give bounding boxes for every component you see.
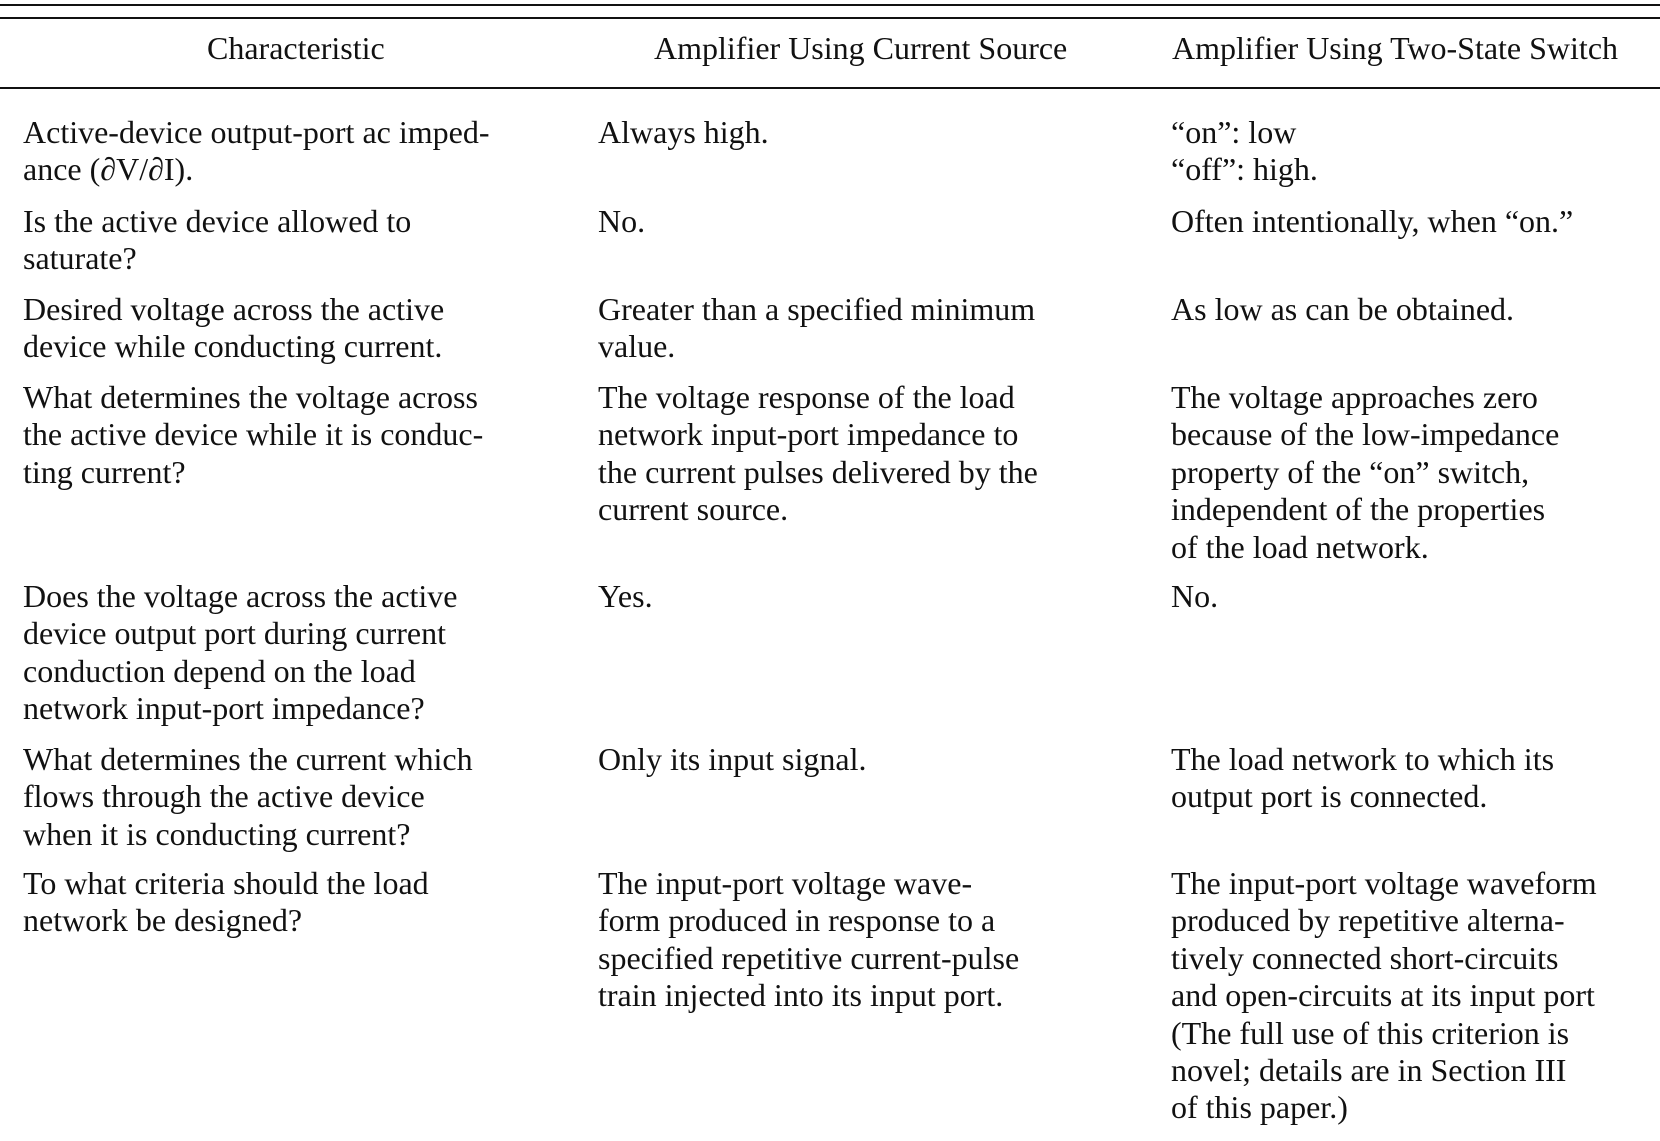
header-two-state-switch: Amplifier Using Two-State Switch [1172,30,1619,66]
cell-characteristic: Desired voltage across the active device while conducting current. [23,291,445,365]
header-current-source: Amplifier Using Current Source [654,30,1068,66]
cell-characteristic: Active-device output-port ac imped- ance (∂V/∂I). [23,114,490,188]
cell-two-state-switch: The load network to which its output port is connected. [1171,741,1555,815]
cell-current-source: The input-port voltage wave- form produced in response to a specified repetitive current-pulse train injected into its input port. [598,865,1020,1014]
cell-characteristic: What determines the current which flows through the active device when it is conducting current? [23,741,473,852]
cell-current-source: Yes. [598,578,653,614]
cell-two-state-switch: No. [1171,578,1219,614]
cell-current-source: No. [598,203,646,239]
cell-two-state-switch: The input-port voltage waveform produced by repetitive alterna- tively connected short-circuits and open-circuits at its input port (The full use of this criterion is novel; details are in Section III of this paper.) [1171,865,1597,1126]
cell-characteristic: What determines the voltage across the active device while it is conduc- ting current? [23,379,484,490]
header-characteristic: Characteristic [207,30,385,66]
cell-two-state-switch: The voltage approaches zero because of the low-impedance property of the “on” switch, independent of the properties of the load network. [1171,379,1560,565]
cell-characteristic: To what criteria should the load network be designed? [23,865,429,939]
cell-two-state-switch: Often intentionally, when “on.” [1171,203,1574,239]
cell-two-state-switch: As low as can be obtained. [1171,291,1515,327]
cell-characteristic: Is the active device allowed to saturate? [23,203,412,277]
top-rule [0,4,1660,6]
cell-current-source: Greater than a specified minimum value. [598,291,1036,365]
top-rule-2 [0,17,1660,19]
cell-current-source: Only its input signal. [598,741,867,777]
cell-two-state-switch: “on”: low “off”: high. [1171,114,1318,188]
header-rule [0,87,1660,89]
cell-current-source: The voltage response of the load network input-port impedance to the current pulses delivered by the current source. [598,379,1038,528]
cell-current-source: Always high. [598,114,769,150]
cell-characteristic: Does the voltage across the active device output port during current conduction depend on the load network input-port impedance? [23,578,458,727]
